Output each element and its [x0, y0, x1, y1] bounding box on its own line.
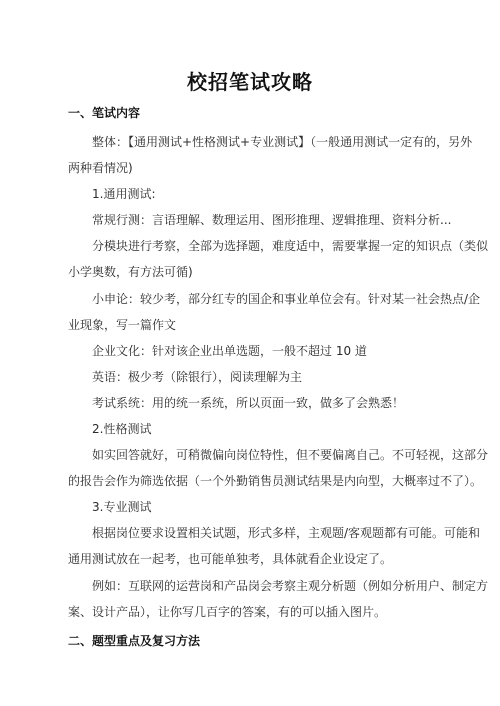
section-heading-1: 一、笔试内容	[68, 106, 141, 120]
culture-line: 企业文化：针对该企业出单选题，一般不超过 10 道	[92, 344, 367, 358]
professional-line-1: 根据岗位要求设置相关试题，形式多样，主观题/客观题都有可能。可能和	[92, 526, 481, 540]
page-title: 校招笔试攻略	[187, 70, 313, 94]
system-line: 考试系统：用的统一系统，所以页面一致，做多了会熟悉！	[92, 396, 405, 410]
overview-line-1: 整体：【通用测试+性格测试+专业测试】（一般通用测试一定有的，另外	[92, 135, 473, 149]
regular-test-line: 常规行测：言语理解、数理运用、图形推理、逻辑推理、资料分析...	[92, 213, 452, 227]
section-heading-2: 二、题型重点及复习方法	[68, 634, 201, 648]
example-line-2: 案、设计产品），让你写几百字的答案，有的可以插入图片。	[68, 605, 387, 619]
personality-heading: 2.性格测试	[92, 422, 152, 436]
english-line: 英语：极少考（除银行），阅读理解为主	[92, 370, 303, 384]
personality-line-2: 的报告会作为筛选依据（一个外勤销售员测试结果是内向型，大概率过不了）。	[68, 474, 483, 488]
personality-line-1: 如实回答就好，可稍微偏向岗位特性，但不要偏离自己。不可轻视，这部分	[92, 448, 489, 462]
example-line-1: 例如：互联网的运营岗和产品岗会考察主观分析题（例如分析用户、制定方	[92, 579, 489, 593]
general-test-heading: 1.通用测试:	[92, 187, 156, 201]
professional-heading: 3.专业测试	[92, 500, 152, 514]
essay-line-2: 业现象，写一篇作文	[68, 318, 177, 332]
module-line-1: 分模块进行考察，全部为选择题，难度适中，需要掌握一定的知识点（类似	[92, 239, 489, 253]
module-line-2: 小学奥数，有方法可循)	[68, 265, 193, 279]
overview-line-2: 两种看情况)	[68, 161, 133, 175]
professional-line-2: 通用测试放在一起考，也可能单独考，具体就看企业设定了。	[68, 552, 393, 566]
essay-line-1: 小申论：较少考，部分红专的国企和事业单位会有。针对某一社会热点/企	[92, 292, 481, 306]
